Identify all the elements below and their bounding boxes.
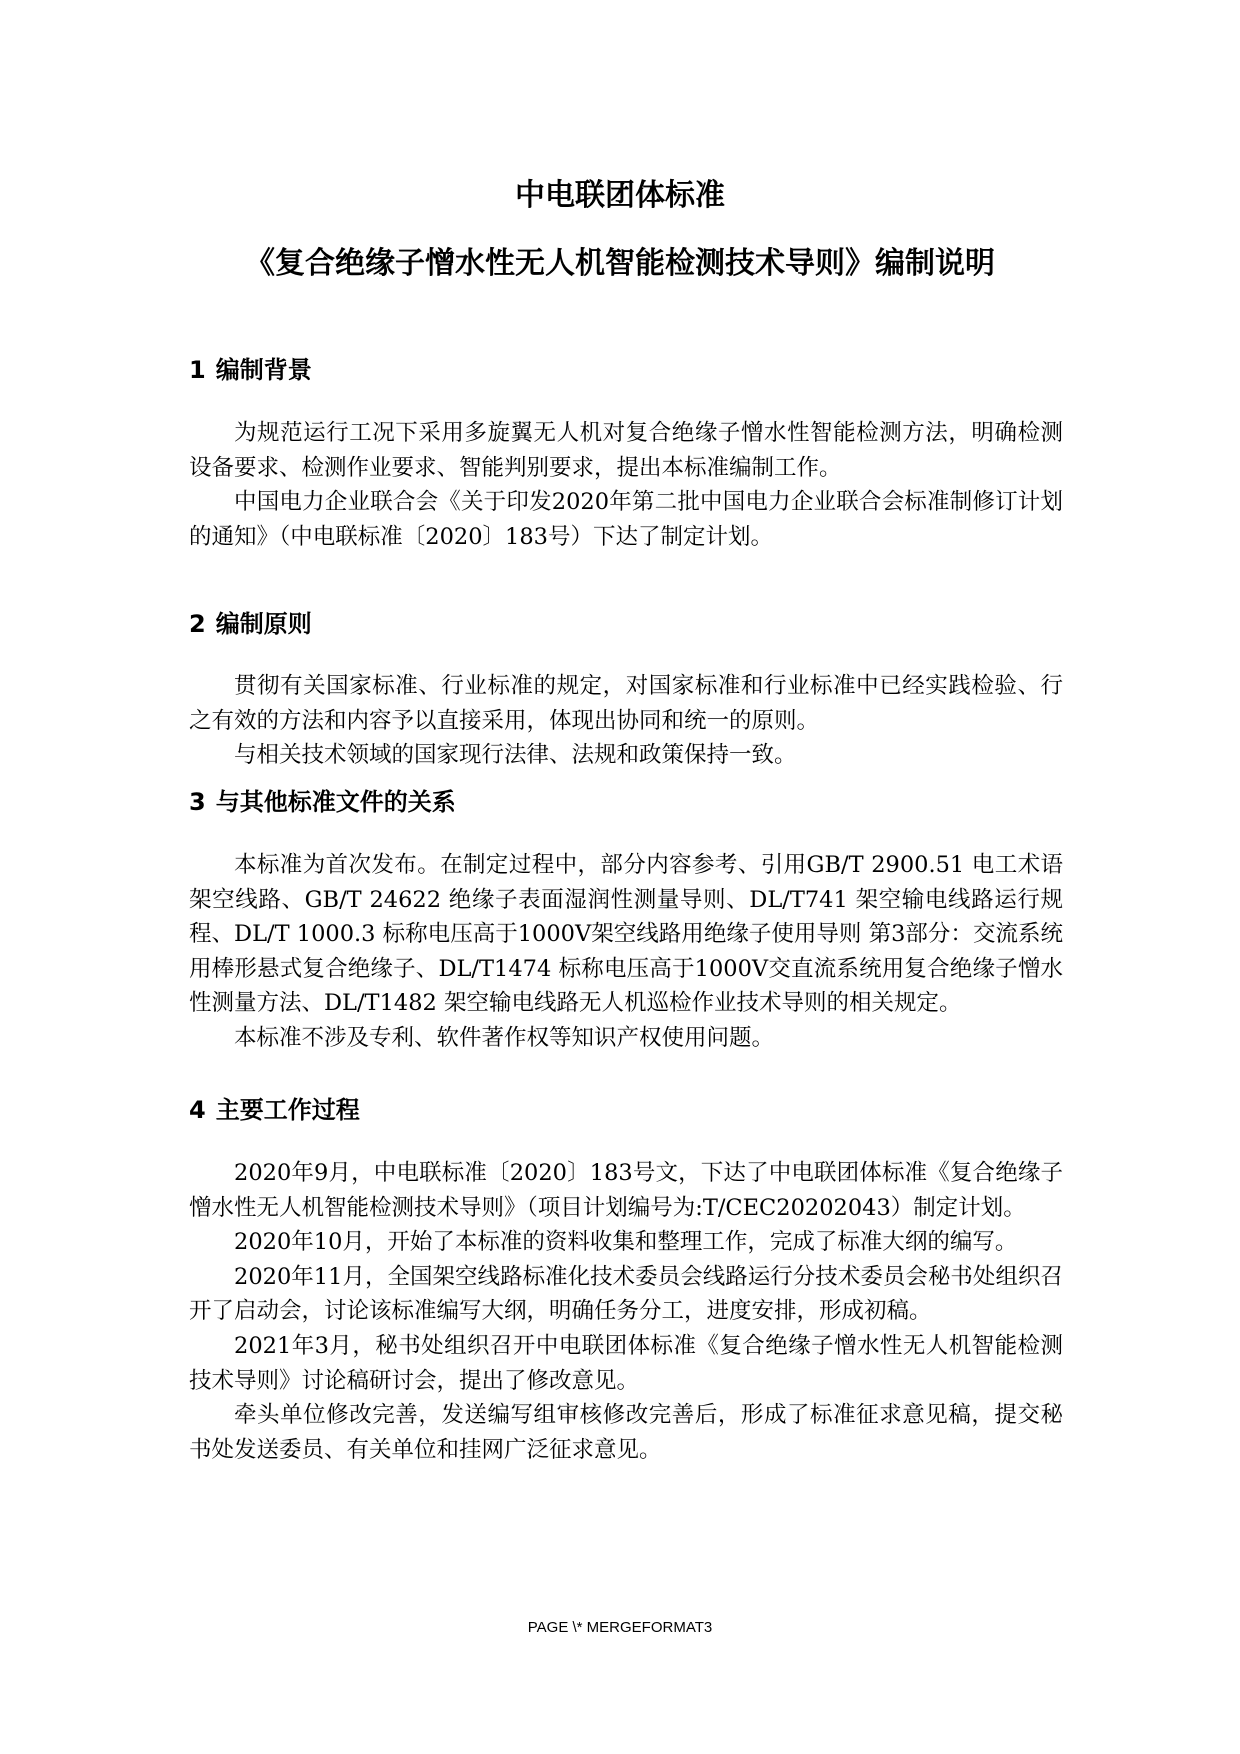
section-heading-2 (189, 608, 1069, 640)
section-heading-3 (189, 786, 1069, 818)
section-title: 主要工作过程 (215, 1096, 360, 1124)
section-body-1 (189, 416, 1063, 554)
section-title: 与其他标准文件的关系 (215, 788, 456, 816)
section-title: 编制背景 (215, 356, 312, 384)
paragraph: 与相关技术领域的国家现行法律、法规和政策保持一致。 (234, 742, 797, 769)
paragraph: 2020年9月，中电联标准〔2020〕183号文，下达了中电联团体标准《复合绝缘子憎水性无人机智能检测技术导则》（项目计划编号为:T/CEC20202043）制定计划。 (189, 1160, 1063, 1221)
section-title: 编制原则 (215, 610, 312, 638)
section-number: 4 (189, 1096, 206, 1124)
paragraph: 贯彻有关国家标准、行业标准的规定，对国家标准和行业标准中已经实践检验、行之有效的方法和内容予以直接采用，体现出协同和统一的原则。 (189, 673, 1063, 734)
paragraph: 牵头单位修改完善，发送编写组审核修改完善后，形成了标准征求意见稿，提交秘书处发送委员、有关单位和挂网广泛征求意见。 (189, 1402, 1063, 1463)
document-title-line1: 中电联团体标准 (515, 178, 725, 213)
paragraph: 为规范运行工况下采用多旋翼无人机对复合绝缘子憎水性智能检测方法，明确检测设备要求、检测作业要求、智能判别要求，提出本标准编制工作。 (189, 420, 1063, 481)
section-heading-1 (189, 354, 1069, 386)
section-body-4 (189, 1156, 1063, 1467)
paragraph: 本标准为首次发布。在制定过程中，部分内容参考、引用GB/T 2900.51 电工术语 架空线路、GB/T 24622 绝缘子表面湿润性测量导则、DL/T741 架空输电线路运行规程、DL/T 1000.3 标称电压高于1000V架空线路用绝缘子使用导则 第3部分：交流系统用棒形悬式复合绝缘子、DL/T1474 标称电压高于1000V交直流系统用复合绝缘子憎水性测量方法、DL/T1482 架空输电线路无人机巡检作业技术导则的相关规定。 (189, 852, 1086, 1017)
page-footer: PAGE \* MERGEFORMAT3 (527, 1619, 713, 1636)
paragraph: 2020年10月，开始了本标准的资料收集和整理工作，完成了标准大纲的编写。 (234, 1229, 1018, 1256)
section-body-3 (189, 848, 1086, 1056)
section-number: 1 (189, 356, 206, 384)
section-number: 3 (189, 788, 206, 816)
paragraph: 本标准不涉及专利、软件著作权等知识产权使用问题。 (234, 1024, 775, 1051)
paragraph: 2021年3月，秘书处组织召开中电联团体标准《复合绝缘子憎水性无人机智能检测技术导则》讨论稿研讨会，提出了修改意见。 (189, 1332, 1063, 1394)
document-title-line2: 《复合绝缘子憎水性无人机智能检测技术导则》编制说明 (245, 246, 995, 281)
section-heading-4 (189, 1094, 1069, 1126)
section-number: 2 (189, 610, 206, 638)
paragraph: 中国电力企业联合会《关于印发2020年第二批中国电力企业联合会标准制修订计划的通知》（中电联标准〔2020〕183号）下达了制定计划。 (189, 489, 1063, 550)
paragraph: 2020年11月，全国架空线路标准化技术委员会线路运行分技术委员会秘书处组织召开了启动会，讨论该标准编写大纲，明确任务分工，进度安排，形成初稿。 (189, 1263, 1063, 1325)
section-body-2 (189, 669, 1063, 773)
